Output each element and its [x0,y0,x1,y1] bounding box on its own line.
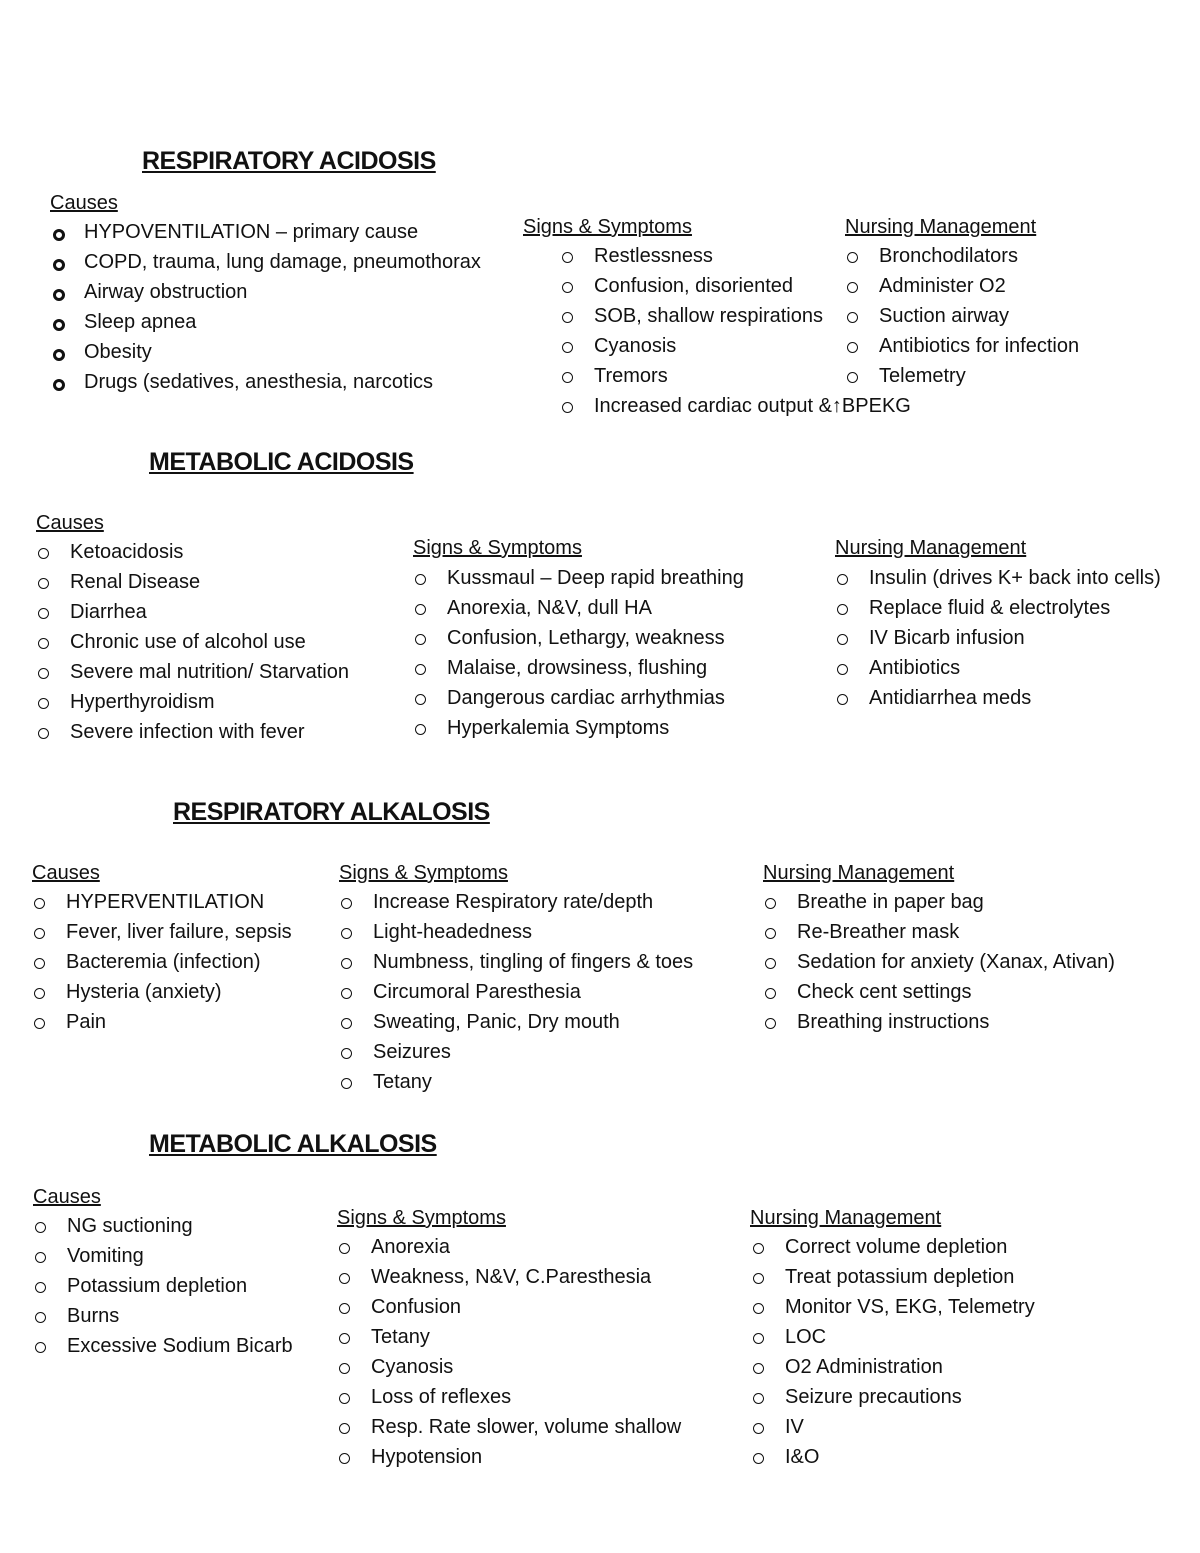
list-item: Re-Breather mask [763,917,1115,947]
list-item: Monitor VS, EKG, Telemetry [751,1292,1035,1322]
causes-heading: Causes [50,192,118,214]
list-item: Sedation for anxiety (Xanax, Ativan) [763,947,1115,977]
section-title-metabolic-acidosis: METABOLIC ACIDOSIS [149,448,414,476]
list-item: Pain [32,1007,292,1037]
causes-heading: Causes [33,1186,101,1208]
section-title-respiratory-acidosis: RESPIRATORY ACIDOSIS [142,147,436,175]
list-item: Tremors [560,361,911,391]
nursing-list [835,563,1161,713]
list-item: Excessive Sodium Bicarb [33,1331,293,1361]
list-item: Anorexia, N&V, dull HA [413,593,744,623]
list-item: Severe mal nutrition/ Starvation [36,657,349,687]
list-item: Burns [33,1301,293,1331]
list-item: Suction airway [845,301,1079,331]
list-item: Dangerous cardiac arrhythmias [413,683,744,713]
list-item: Confusion, Lethargy, weakness [413,623,744,653]
section-title-metabolic-alkalosis: METABOLIC ALKALOSIS [149,1130,437,1158]
list-item: Antidiarrhea meds [835,683,1161,713]
list-item: Weakness, N&V, C.Paresthesia [337,1262,681,1292]
signs-list [339,887,693,1097]
list-item: Hysteria (anxiety) [32,977,292,1007]
signs-heading: Signs & Symptoms [413,537,582,559]
list-item: Vomiting [33,1241,293,1271]
list-item: Tetany [339,1067,693,1097]
list-item: IV [751,1412,1035,1442]
list-item: Cyanosis [337,1352,681,1382]
nursing-heading: Nursing Management [763,862,955,884]
list-item: Increase Respiratory rate/depth [339,887,693,917]
list-item: Diarrhea [36,597,349,627]
list-item: Antibiotics for infection [845,331,1079,361]
list-item: IV Bicarb infusion [835,623,1161,653]
list-item: Circumoral Paresthesia [339,977,693,1007]
list-item: Check cent settings [763,977,1115,1007]
list-item: Confusion, disoriented [560,271,911,301]
causes-list [33,1211,293,1361]
list-item: Fever, liver failure, sepsis [32,917,292,947]
nursing-list [845,241,1079,391]
list-item: Potassium depletion [33,1271,293,1301]
signs-heading: Signs & Symptoms [337,1207,506,1229]
list-item: Loss of reflexes [337,1382,681,1412]
list-item: Seizures [339,1037,693,1067]
list-item: Restlessness [560,241,911,271]
list-item: Telemetry [845,361,1079,391]
causes-list [32,887,292,1037]
list-item: Increased cardiac output &↑BPEKG [560,391,911,421]
list-item: Hyperkalemia Symptoms [413,713,744,743]
list-item: Breathing instructions [763,1007,1115,1037]
list-item: SOB, shallow respirations [560,301,911,331]
list-item: Treat potassium depletion [751,1262,1035,1292]
list-item: Antibiotics [835,653,1161,683]
list-item: Numbness, tingling of fingers & toes [339,947,693,977]
list-item: Severe infection with fever [36,717,349,747]
list-item: Chronic use of alcohol use [36,627,349,657]
signs-list [413,563,744,743]
signs-list [337,1232,681,1472]
list-item: Administer O2 [845,271,1079,301]
list-item: Hypotension [337,1442,681,1472]
nursing-list [763,887,1115,1037]
list-item: Obesity [50,337,481,367]
list-item: Renal Disease [36,567,349,597]
list-item: Replace fluid & electrolytes [835,593,1161,623]
list-item: Anorexia [337,1232,681,1262]
list-item: Hyperthyroidism [36,687,349,717]
list-item: Malaise, drowsiness, flushing [413,653,744,683]
list-item: I&O [751,1442,1035,1472]
causes-list [50,217,481,397]
list-item: Bacteremia (infection) [32,947,292,977]
list-item: LOC [751,1322,1035,1352]
causes-heading: Causes [32,862,100,884]
list-item: O2 Administration [751,1352,1035,1382]
list-item: Correct volume depletion [751,1232,1035,1262]
list-item: Kussmaul – Deep rapid breathing [413,563,744,593]
list-item: Cyanosis [560,331,911,361]
list-item: Sleep apnea [50,307,481,337]
list-item: Light-headedness [339,917,693,947]
list-item: Ketoacidosis [36,537,349,567]
list-item: Drugs (sedatives, anesthesia, narcotics [50,367,481,397]
list-item: NG suctioning [33,1211,293,1241]
nursing-heading: Nursing Management [750,1207,942,1229]
causes-heading: Causes [36,512,104,534]
list-item: Airway obstruction [50,277,481,307]
list-item: Resp. Rate slower, volume shallow [337,1412,681,1442]
list-item: COPD, trauma, lung damage, pneumothorax [50,247,481,277]
signs-heading: Signs & Symptoms [523,216,692,238]
causes-list [36,537,349,747]
section-title-respiratory-alkalosis: RESPIRATORY ALKALOSIS [173,798,490,826]
nursing-list [751,1232,1035,1472]
list-item: Confusion [337,1292,681,1322]
nursing-heading: Nursing Management [845,216,1037,238]
list-item: HYPOVENTILATION – primary cause [50,217,481,247]
list-item: Seizure precautions [751,1382,1035,1412]
signs-heading: Signs & Symptoms [339,862,508,884]
list-item: Tetany [337,1322,681,1352]
list-item: Breathe in paper bag [763,887,1115,917]
list-item: Insulin (drives K+ back into cells) [835,563,1161,593]
list-item: Sweating, Panic, Dry mouth [339,1007,693,1037]
list-item: Bronchodilators [845,241,1079,271]
nursing-heading: Nursing Management [835,537,1027,559]
list-item: HYPERVENTILATION [32,887,292,917]
